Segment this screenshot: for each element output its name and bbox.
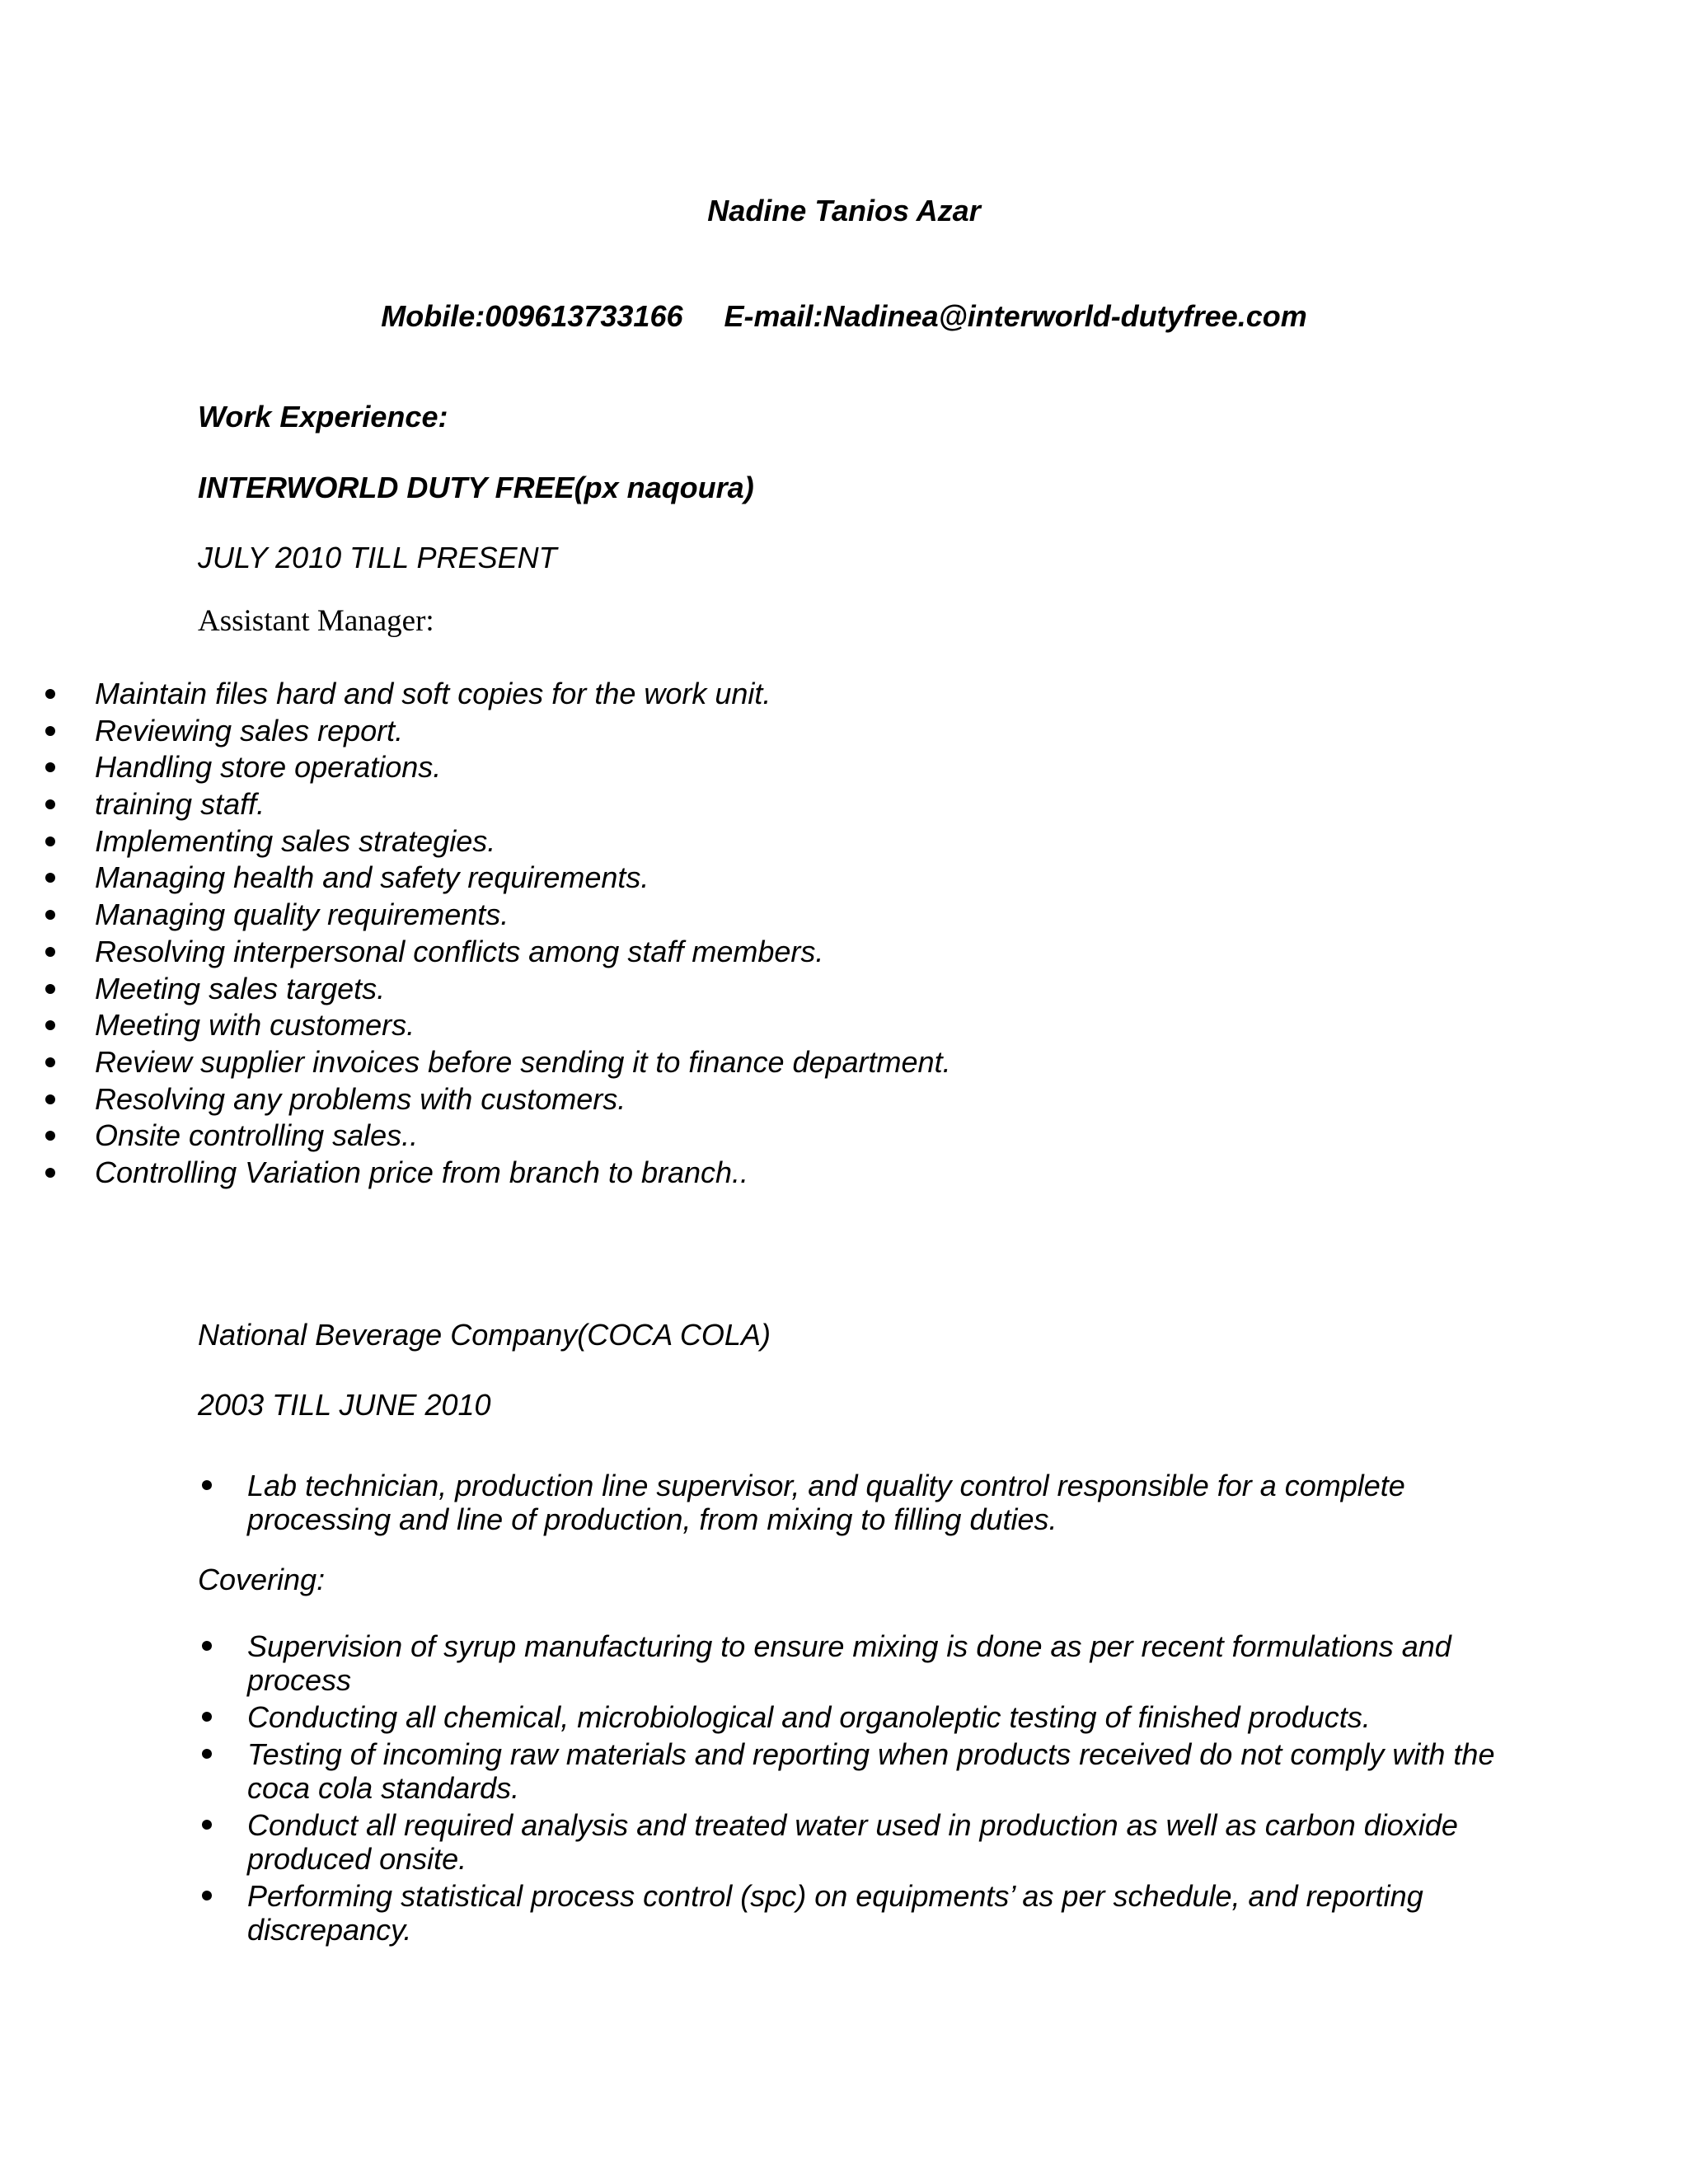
job1-period: JULY 2010 TILL PRESENT — [198, 541, 557, 574]
bullet-icon — [202, 1891, 212, 1900]
list-item: Lab technician, production line supervisor, and quality control responsible for a complete processing and line of production, from mixing to filling duties. — [247, 1469, 1508, 1536]
list-item: Supervision of syrup manufacturing to ensure mixing is done as per recent formulations and process — [247, 1629, 1508, 1697]
bullet-icon — [45, 984, 55, 994]
bullet-icon — [202, 1480, 212, 1490]
bullet-icon — [45, 799, 55, 809]
bullet-icon — [45, 726, 55, 736]
bullet-icon — [45, 1057, 55, 1067]
bullet-icon — [45, 837, 55, 846]
bullet-icon — [202, 1749, 212, 1759]
bullet-icon — [45, 1131, 55, 1141]
list-item: Handling store operations. — [95, 749, 1331, 786]
candidate-name: Nadine Tanios Azar — [707, 194, 981, 227]
contact-line — [0, 297, 1688, 336]
list-item: Reviewing sales report. — [95, 713, 1331, 750]
job2-period: 2003 TILL JUNE 2010 — [198, 1388, 491, 1422]
list-item: Testing of incoming raw materials and reporting when products received do not comply with the coca cola standards. — [247, 1737, 1508, 1805]
job2-summary-list — [247, 1469, 1508, 1540]
bullet-icon — [45, 1094, 55, 1104]
list-item: Meeting with customers. — [95, 1007, 1331, 1044]
bullet-icon — [202, 1820, 212, 1830]
bullet-icon — [45, 873, 55, 883]
job2-covering-list — [247, 1629, 1508, 1950]
mobile-number: Mobile:009613733166 — [381, 299, 683, 333]
bullet-icon — [202, 1712, 212, 1722]
list-item: Performing statistical process control (spc) on equipments’ as per schedule, and reporting discrepancy. — [247, 1879, 1508, 1947]
list-item: Meeting sales targets. — [95, 971, 1331, 1008]
list-item: Review supplier invoices before sending it to finance department. — [95, 1044, 1331, 1081]
list-item: Managing quality requirements. — [95, 897, 1331, 934]
list-item: Conduct all required analysis and treated water used in production as well as carbon dioxide produced onsite. — [247, 1808, 1508, 1876]
work-experience-heading: Work Experience: — [198, 400, 448, 434]
list-item: training staff. — [95, 786, 1331, 823]
list-item: Resolving interpersonal conflicts among staff members. — [95, 934, 1331, 971]
list-item: Implementing sales strategies. — [95, 823, 1331, 860]
list-item: Maintain files hard and soft copies for the work unit. — [95, 676, 1331, 713]
bullet-icon — [45, 1020, 55, 1030]
list-item: Onsite controlling sales.. — [95, 1118, 1331, 1155]
bullet-icon — [45, 762, 55, 772]
list-item: Controlling Variation price from branch to branch.. — [95, 1155, 1331, 1192]
list-item: Managing health and safety requirements. — [95, 860, 1331, 897]
bullet-icon — [45, 689, 55, 699]
email-address: E-mail:Nadinea@interworld-dutyfree.com — [724, 299, 1307, 333]
bullet-icon — [202, 1641, 212, 1651]
bullet-icon — [45, 947, 55, 957]
covering-label: Covering: — [198, 1563, 326, 1596]
job1-duties-list — [95, 676, 1331, 1192]
job1-company: INTERWORLD DUTY FREE(px naqoura) — [198, 471, 754, 504]
job2-company: National Beverage Company(COCA COLA) — [198, 1318, 771, 1352]
job1-title: Assistant Manager: — [198, 604, 434, 638]
list-item: Conducting all chemical, microbiological and organoleptic testing of finished products. — [247, 1700, 1508, 1734]
bullet-icon — [45, 910, 55, 920]
bullet-icon — [45, 1168, 55, 1178]
list-item: Resolving any problems with customers. — [95, 1081, 1331, 1118]
